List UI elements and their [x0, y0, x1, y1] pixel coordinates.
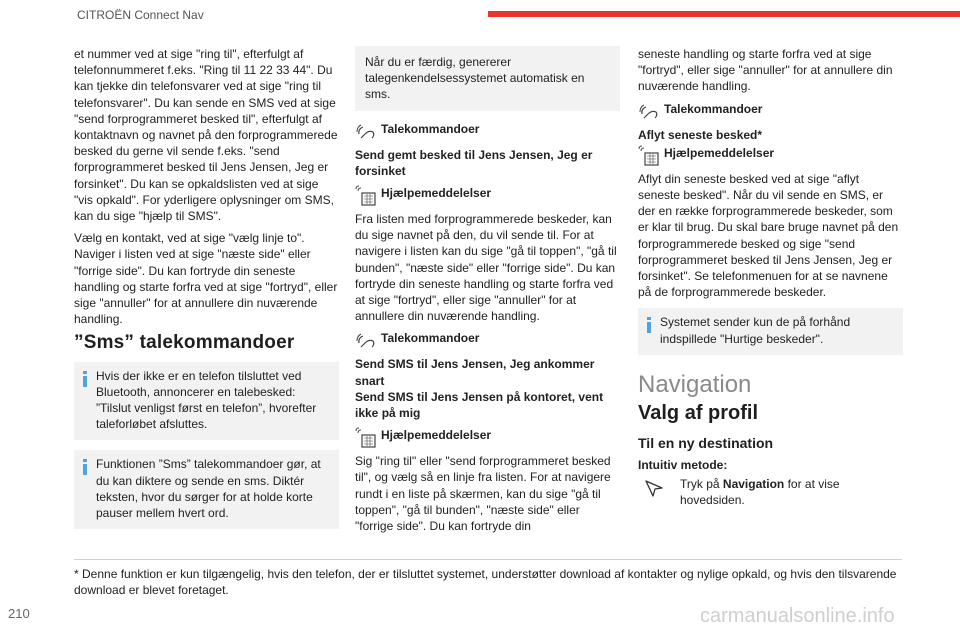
subsection-heading-destination: Til en ny destination: [638, 435, 774, 452]
info-text: Funktionen ”Sms” talekommandoer gør, at du kan diktere og sende en sms. Diktér teksten, hvor du sørger for at holde korte pauser mellem hvert ord.: [96, 457, 321, 521]
paragraph: seneste handling og starte forfra ved at sige "fortryd", eller sige "annuller" for at annullere din nuværende handling.: [638, 47, 893, 94]
navigation-step-text: Tryk på Navigation for at vise hovedsiden.: [680, 476, 840, 507]
info-box: [74, 362, 339, 441]
column-2: [355, 46, 620, 540]
voice-command-text: Aflyt seneste besked*: [638, 127, 763, 142]
help-message-text: Aflyt din seneste besked ved at sige "aflyt seneste besked". Når du vil sende en SMS, er der en række forprogrammerede beskeder, som er klar til brug. Du skal bare bruge navnet på den forprogrammerede besked og sige "send forprogrammeret besked til Jens Jensen, Jeg er forsinket". Se telefonmenuen for at se navnene på de forprogrammerede beskeder.: [638, 171, 899, 300]
info-icon: [83, 459, 87, 475]
column-3: [638, 46, 903, 508]
page-number: 210: [8, 606, 30, 621]
voice-command-icon: [355, 330, 377, 352]
document-header-title: CITROËN Connect Nav: [77, 8, 204, 22]
help-messages-label: Hjælpemeddelelser: [355, 185, 620, 207]
help-messages-label: Hjælpemeddelelser: [355, 427, 620, 449]
info-icon: [647, 317, 651, 333]
help-message-icon: [638, 145, 660, 167]
voice-command-icon: [638, 101, 660, 123]
info-text: Hvis der ikke er en telefon tilsluttet ved Bluetooth, annoncerer en talebesked: ”Tilslut venligst først en telefon”, hvorefter taleforløbet afsluttes.: [96, 368, 317, 432]
section-heading-profile: Valg af profil: [638, 402, 759, 425]
info-box: [74, 450, 339, 529]
paragraph: et nummer ved at sige "ring til", efterfulgt af telefonnummeret f.eks. "Ring til 11 22 33 44". Du kan tjekke din telefonsvarer ved at sige "ring til telefonsvarer". Du kan sende en SMS ved at sige "send forprogrammeret besked til", efterfulgt af kontaktnavn og navnet på den forprogrammerede besked du gerne vil sende f.eks. "send forprogrammeret besked til Jens Jensen, Jeg er forsinket". Du kan se opkaldslisten ved at sige "vis opkald". For yderligere oplysninger om SMS, kan du sige "hjælp til SMS".: [74, 47, 338, 224]
footnote-divider: [74, 559, 902, 560]
voice-command-label: Talekommandoer: [638, 101, 903, 123]
help-message-text: Fra listen med forprogrammerede beskeder, kan du sige navnet på den, du vil sende til. For at navigere i listen kan du sige "gå til toppen", "gå til bunden", "næste side" eller "forrige side". Du kan fortryde din seneste handling og starte forfra ved at sige "fortryd", eller sige "annuller" for at annullere din nuværende handling.: [355, 212, 617, 324]
section-heading-sms: ”Sms” talekommandoer: [74, 332, 295, 354]
paragraph: Vælg en kontakt, ved at sige "vælg linje to". Naviger i listen ved at sige "næste side" eller "forrige side". Du kan fortryde din seneste handling og starte forfra ved at sige "fortryd", eller sige "annuller" for at annullere din nuværende handling.: [74, 231, 338, 327]
voice-command-text: Send SMS til Jens Jensen, Jeg ankommer snart: [355, 357, 595, 388]
help-message-icon: [355, 427, 377, 449]
voice-command-text: Send gemt besked til Jens Jensen, Jeg er forsinket: [355, 147, 593, 178]
watermark: carmanualsonline.info: [700, 605, 895, 627]
method-label: Intuitiv metode:: [638, 458, 728, 473]
voice-command-label: Talekommandoer: [355, 121, 620, 143]
chapter-heading-navigation: Navigation: [638, 370, 752, 398]
voice-command-label: Talekommandoer: [355, 330, 620, 352]
voice-command-icon: [355, 121, 377, 143]
help-messages-label: Hjælpemeddelelser: [638, 145, 903, 167]
info-icon: [83, 371, 87, 387]
info-text: Systemet sender kun de på forhånd indspillede "Hurtige beskeder".: [660, 315, 851, 346]
footnote: * Denne funktion er kun tilgængelig, hvis den telefon, der er tilsluttet systemet, understøtter download af kontakter og nylige opkald, og hvis den tilsvarende download er blevet foretaget.: [74, 567, 897, 597]
note-box: Når du er færdig, genererer talegenkendelsessystemet automatisk en sms.: [355, 46, 620, 111]
navigation-step: [638, 476, 903, 508]
column-1: [74, 46, 339, 539]
help-message-icon: [355, 185, 377, 207]
voice-command-text: Send SMS til Jens Jensen på kontoret, vent ikke på mig: [355, 389, 604, 421]
info-box: [638, 308, 903, 354]
header-accent-bar: [488, 11, 960, 17]
navigation-arrow-icon: [644, 478, 664, 498]
help-message-text: Sig "ring til" eller "send forprogrammeret besked til", og vælg så en linje fra listen. For at navigere rundt i en liste på skærmen, kan du sige "gå til toppen", "gå til bunden", "næste side" eller "forrige side". Du kan fortryde din: [355, 454, 611, 534]
